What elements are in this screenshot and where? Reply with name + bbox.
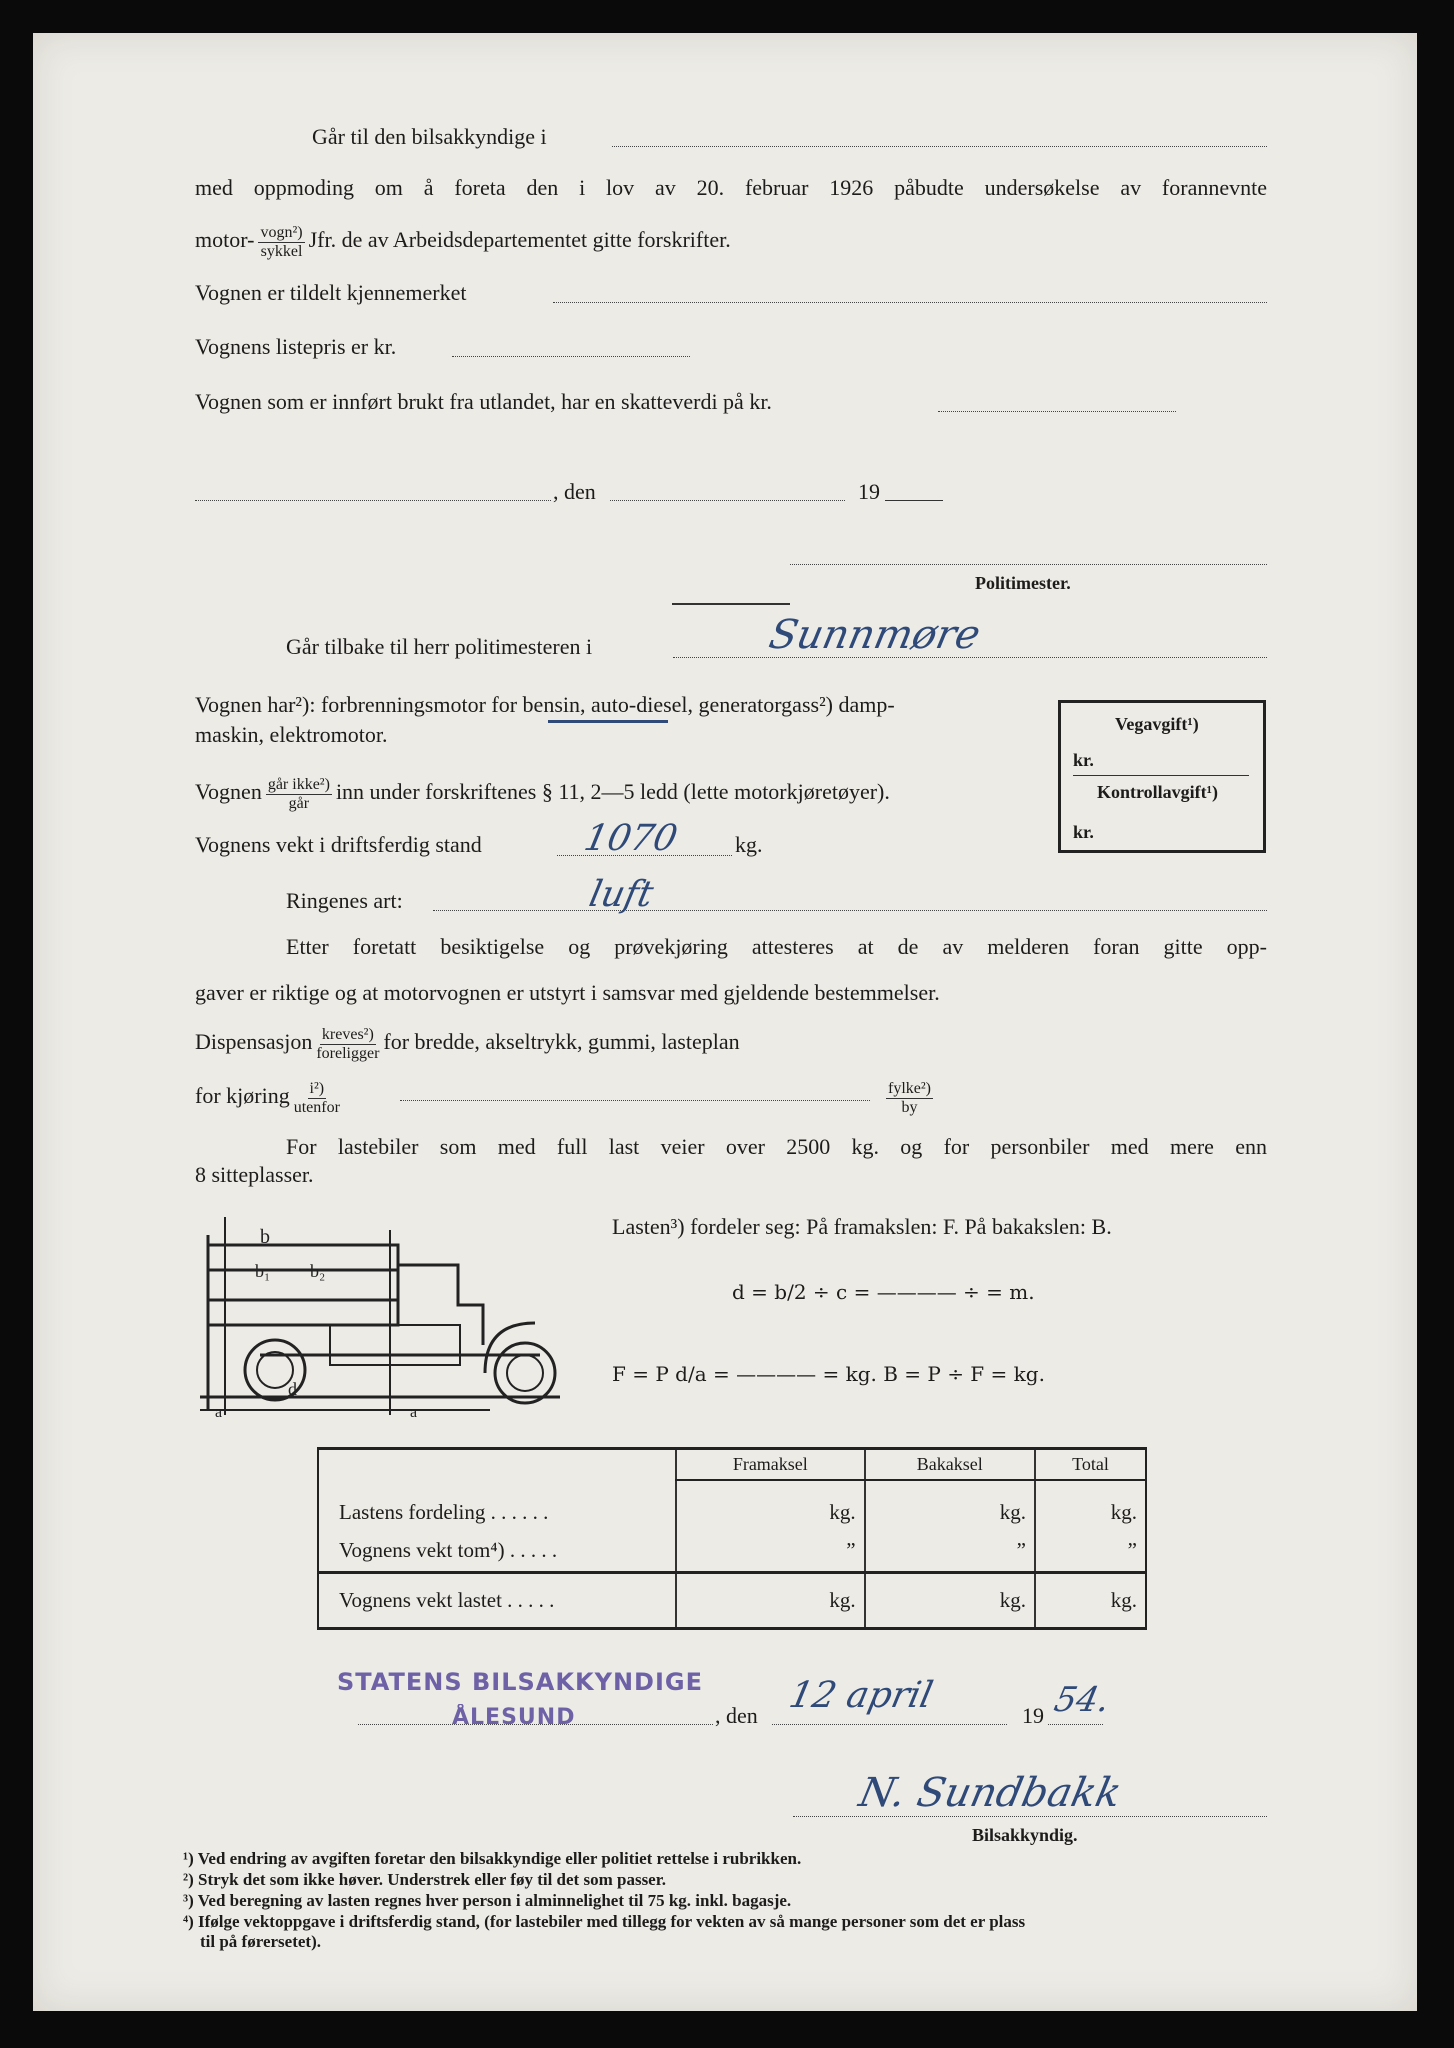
registration-mark-field[interactable] xyxy=(553,302,1267,303)
place-field[interactable] xyxy=(195,500,551,501)
signature-handwritten: N. Sundbakk xyxy=(855,1770,1126,1816)
signature-field[interactable] xyxy=(793,1816,1267,1817)
signoff-date-field[interactable] xyxy=(772,1724,1007,1725)
footnote-2: ²) Stryk det som ikke høver. Understrek eller føy til det som passer. xyxy=(183,1870,666,1889)
fee-box xyxy=(1058,700,1266,853)
inspector-location-field[interactable] xyxy=(612,146,1267,147)
date-den-label: , den xyxy=(553,479,596,504)
rings-label: Ringenes art: xyxy=(286,888,403,913)
row-label: Vognens vekt tom⁴) . . . . . xyxy=(339,1537,558,1562)
fraction-top: vogn²) xyxy=(260,224,303,241)
diagram-label-a: a xyxy=(410,1404,418,1420)
motor-type-line2: maskin, elektromotor. xyxy=(195,722,388,747)
county-city-fraction xyxy=(886,1080,933,1116)
row-label: Lastens fordeling . . . . . . xyxy=(339,1499,549,1524)
fraction-bottom: sykkel xyxy=(260,242,303,260)
motor-rest: Jfr. de av Arbeidsdepartementet gitte forskrifter. xyxy=(308,227,731,253)
truck-diagram xyxy=(200,1205,575,1420)
unit: kg. xyxy=(1110,1587,1137,1612)
control-fee-kr: kr. xyxy=(1073,822,1094,842)
footnote-4-cont: til på førersetet). xyxy=(200,1932,321,1951)
unit: ” xyxy=(846,1537,856,1562)
goes-rest: inn under forskriftenes § 11, 2—5 ledd (lette motorkjøretøyer). xyxy=(335,779,890,805)
weight-handwritten: 1070 xyxy=(580,818,681,859)
stamp-line1: STATENS BILSAKKYNDIGE xyxy=(337,1668,703,1696)
year-field[interactable] xyxy=(885,500,943,501)
year-label: 19 xyxy=(858,479,880,504)
diagram-label-b1: b₁ xyxy=(255,1261,271,1281)
list-price-field[interactable] xyxy=(452,356,690,357)
police-district-handwritten: Sunnmøre xyxy=(765,612,985,658)
footnote-4: ⁴) Ifølge vektoppgave i driftsferdig stand, (for lastebiler med tillegg for vekten av så mange personer som det er plass xyxy=(183,1912,1026,1931)
date-field[interactable] xyxy=(610,500,845,501)
place-field-2[interactable] xyxy=(358,1724,713,1725)
total-cell[interactable] xyxy=(1035,1480,1146,1530)
front-axle-cell[interactable] xyxy=(676,1572,865,1628)
fraction-top: i²) xyxy=(309,1080,325,1097)
rings-field[interactable] xyxy=(433,910,1267,911)
footnote-3: ³) Ved beregning av lasten regnes hver person i alminnelighet til 75 kg. inkl. bagasje. xyxy=(183,1891,792,1910)
drive-fraction xyxy=(294,1080,340,1116)
signoff-den: , den xyxy=(715,1703,758,1728)
rear-axle-cell[interactable] xyxy=(865,1480,1035,1530)
fraction-top: fylke²) xyxy=(888,1080,931,1097)
rings-handwritten: luft xyxy=(585,874,657,915)
politimester-signature-field[interactable] xyxy=(790,564,1267,565)
fraction-top: kreves²) xyxy=(321,1026,374,1043)
goes-prefix: Vognen xyxy=(195,779,262,805)
weight-unit: kg. xyxy=(735,832,763,857)
section-divider xyxy=(672,603,790,605)
trucks-line1: For lastebiler som med full last veier over 2500 kg. og for personbiler med mere enn xyxy=(286,1134,1267,1159)
load-table xyxy=(317,1447,1147,1630)
drive-prefix: for kjøring xyxy=(195,1083,290,1109)
fraction-bottom: by xyxy=(901,1098,918,1116)
dispensation-line xyxy=(195,1026,740,1062)
header-empty xyxy=(318,1449,676,1481)
motor-type-line1: Vognen har²): forbrenningsmotor for bensin, auto-diesel, generatorgass²) damp- xyxy=(195,692,895,717)
signoff-year-field[interactable] xyxy=(1048,1724,1103,1725)
table-row xyxy=(318,1480,1146,1530)
date-handwritten: 12 april xyxy=(785,1675,937,1716)
intro-line6: Vognen som er innført brukt fra utlandet, har en skatteverdi på kr. xyxy=(195,389,772,414)
disp-fraction xyxy=(316,1026,379,1062)
fraction-bottom: foreligger xyxy=(316,1044,380,1062)
disp-prefix: Dispensasjon xyxy=(195,1029,313,1055)
total-cell[interactable] xyxy=(1035,1572,1146,1628)
control-fee-label: Kontrollavgift¹) xyxy=(1097,782,1219,802)
diagram-label-b: b xyxy=(260,1226,270,1248)
front-axle-cell[interactable] xyxy=(676,1480,865,1530)
header-rear-axle: Bakaksel xyxy=(865,1449,1035,1481)
rear-axle-cell[interactable] xyxy=(865,1530,1035,1572)
table-header-row xyxy=(318,1449,1146,1481)
unit: kg. xyxy=(829,1587,856,1612)
attest-line1: Etter foretatt besiktigelse og prøvekjøring attesteres at de av melderen foran gitte opp- xyxy=(286,934,1267,959)
table-row xyxy=(318,1572,1146,1628)
header-front-axle: Framaksel xyxy=(676,1449,865,1481)
road-fee-label: Vegavgift¹) xyxy=(1115,714,1199,734)
unit: ” xyxy=(1127,1537,1137,1562)
weight-label: Vognens vekt i driftsferdig stand xyxy=(195,832,482,857)
diagram-label-b2: b₂ xyxy=(310,1261,326,1281)
bensin-underline xyxy=(548,720,668,723)
rear-axle-cell[interactable] xyxy=(865,1572,1035,1628)
unit: kg. xyxy=(1110,1500,1137,1524)
formula-d: d = b/2 ÷ c = ———— ÷ = m. xyxy=(732,1280,1035,1304)
motor-prefix: motor- xyxy=(195,227,255,253)
intro-line1: Går til den bilsakkyndige i xyxy=(312,124,547,149)
politimester-label: Politimester. xyxy=(975,573,1071,593)
year-handwritten: 54. xyxy=(1050,1680,1114,1720)
fee-divider xyxy=(1073,775,1249,776)
formula-f: F = P d/a = ———— = kg. B = P ÷ F = kg. xyxy=(612,1362,1045,1386)
unit: kg. xyxy=(829,1500,856,1524)
header-total: Total xyxy=(1035,1449,1146,1481)
fraction-top: går ikke²) xyxy=(267,776,330,793)
total-cell[interactable] xyxy=(1035,1530,1146,1572)
driving-line xyxy=(195,1080,344,1116)
goes-fraction xyxy=(266,776,332,812)
trucks-line2: 8 sitteplasser. xyxy=(195,1162,314,1187)
intro-line5: Vognens listepris er kr. xyxy=(195,334,397,359)
load-title: Lasten³) fordeler seg: På framakslen: F. På bakakslen: B. xyxy=(612,1214,1112,1239)
intro-line4: Vognen er tildelt kjennemerket xyxy=(195,280,467,305)
diagram-label-d: d xyxy=(288,1379,297,1399)
drive-fraction-2 xyxy=(882,1080,937,1116)
signoff-role: Bilsakkyndig. xyxy=(972,1825,1078,1845)
diagram-label-a-left: a xyxy=(215,1404,223,1420)
road-fee-kr: kr. xyxy=(1073,750,1094,770)
attest-line2: gaver er riktige og at motorvognen er utstyrt i samsvar med gjeldende bestemmelser. xyxy=(195,980,940,1005)
unit: ” xyxy=(1016,1537,1026,1562)
vehicle-type-fraction xyxy=(258,224,304,260)
intro-line2: med oppmoding om å foreta den i lov av 20. februar 1926 påbudte undersøkelse av forannevnte xyxy=(195,175,1267,200)
light-vehicle-line xyxy=(195,776,890,812)
disp-rest: for bredde, akseltrykk, gummi, lasteplan xyxy=(383,1029,740,1055)
fraction-bottom: utenfor xyxy=(293,1098,340,1116)
intro-line3 xyxy=(195,224,731,260)
row-label: Vognens vekt lastet . . . . . xyxy=(339,1587,555,1612)
table-row xyxy=(318,1530,1146,1572)
footnote-1: ¹) Ved endring av avgiften foretar den bilsakkyndige eller politiet rettelse i rubrikken. xyxy=(183,1849,802,1868)
front-axle-cell[interactable] xyxy=(676,1530,865,1572)
unit: kg. xyxy=(999,1500,1026,1524)
signoff-year-prefix: 19 xyxy=(1022,1703,1044,1728)
tax-value-field[interactable] xyxy=(938,411,1176,412)
unit: kg. xyxy=(999,1587,1026,1612)
driving-area-field[interactable] xyxy=(400,1100,870,1101)
return-label: Går tilbake til herr politimesteren i xyxy=(286,634,593,659)
stamp-line2: ÅLESUND xyxy=(452,1705,576,1730)
fraction-bottom: går xyxy=(288,794,310,812)
